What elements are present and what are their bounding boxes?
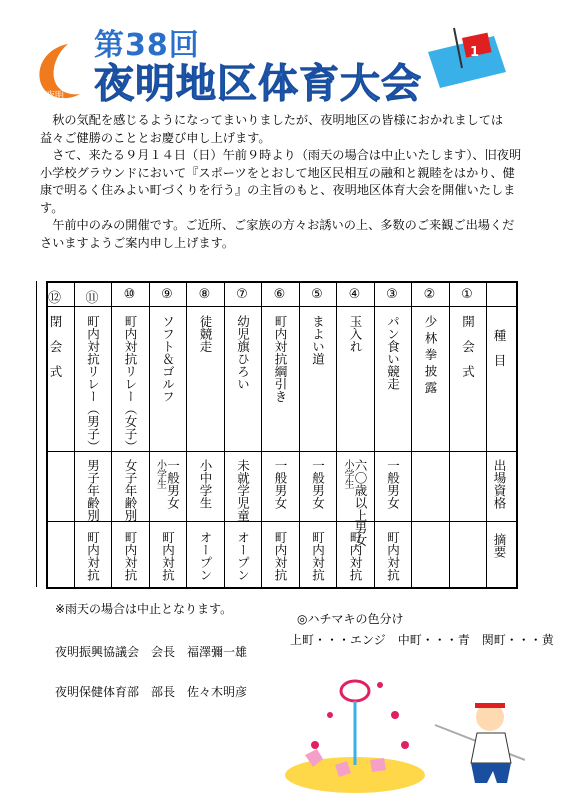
event-qualification: 男子年齢別 — [85, 459, 101, 522]
event-name: 町内対抗綱引き — [273, 315, 288, 403]
event-qualification-sub: 小学生 — [342, 459, 353, 489]
event-qualification: 未就学児童 — [235, 459, 251, 522]
schedule-table — [46, 281, 518, 589]
signature-health-dept: 夜明保健体育部 部長 佐々木明彦 — [55, 685, 248, 699]
event-qualification: 一般男女 — [165, 459, 181, 509]
event-qualification: 一般男女 — [273, 459, 288, 509]
event-qualification: 六〇歳以上男女 — [353, 459, 368, 547]
flag-icon — [424, 22, 510, 92]
event-name: ソフト＆ゴルフ — [160, 315, 176, 403]
intro-paragraph-1: 秋の気配を感じるようになってまいりましたが、夜明地区の皆様におかれましては益々ご健勝のこととお慶び申し上げます。 — [40, 113, 504, 145]
event-qualification: 一般男女 — [385, 459, 401, 509]
column-number: ⑫ — [47, 291, 61, 306]
intro-text — [40, 112, 525, 252]
event-name: 幼児旗ひろい — [235, 315, 251, 390]
logo — [28, 38, 94, 104]
intro-paragraph-3: 午前中のみの開催です。ご近所、ご家族の方々お誘いの上、多数のご来観ご出場くださいますようご案内申し上げます。 — [40, 218, 515, 250]
column-number: ③ — [386, 287, 398, 302]
column-number: ⑤ — [311, 287, 323, 302]
event-name: パン食い競走 — [385, 315, 401, 390]
event-summary: 町内対抗 — [385, 531, 401, 581]
column-number: ⑧ — [198, 287, 211, 302]
event-name: 町内対抗リレー（男子） — [85, 315, 101, 453]
event-summary: 町内対抗 — [310, 531, 326, 581]
hachimaki-colors: 上町・・・エンジ 中町・・・青 関町・・・黄 — [290, 633, 554, 647]
event-summary: 町内対抗 — [273, 531, 288, 581]
signature-council: 夜明振興協議会 会長 福澤彌一雄 — [55, 645, 248, 659]
flag-number: 1 — [470, 45, 480, 60]
column-number: ② — [423, 287, 436, 302]
event-summary: オープン — [235, 531, 251, 581]
column-number: ⑨ — [161, 287, 173, 302]
event-name: 開 会 式 — [460, 315, 476, 378]
row-header-qualification: 出場資格 — [492, 459, 507, 509]
edition-title: 第38回 — [94, 28, 200, 63]
column-number: ⑦ — [236, 287, 248, 302]
page-title: 夜明地区体育大会 — [94, 61, 422, 107]
row-header-event: 種 目 — [492, 329, 507, 367]
event-summary: 町内対抗 — [348, 531, 363, 581]
rain-note: ※雨天の場合は中止となります。 — [55, 602, 233, 616]
event-summary: オープン — [198, 531, 213, 581]
sports-day-illustration — [285, 655, 525, 795]
event-qualification: 小中学生 — [198, 459, 213, 509]
event-qualification: 一般男女 — [310, 459, 326, 509]
column-number: ① — [461, 287, 473, 302]
column-number: ⑩ — [123, 287, 136, 302]
event-qualification-sub: 小学生 — [154, 459, 166, 489]
event-summary: 町内対抗 — [160, 531, 176, 581]
event-name: まよい道 — [310, 315, 326, 365]
hachimaki-title: ◎ハチマキの色分け — [297, 612, 404, 626]
column-number: ⑪ — [85, 291, 99, 306]
event-name: 徒競走 — [198, 315, 213, 353]
column-number: ④ — [348, 287, 361, 302]
column-number: ⑥ — [273, 287, 286, 302]
intro-paragraph-2: さて、来たる９月１４日（日）午前９時より（雨天の場合は中止いたします）、旧夜明小学校グラウンドにおいて『スポーツをとおして地区民相互の融和と親睦をはかり、健康で明るく住みよい町づくりを行う』の主旨のもと、夜明地区体育大会を開催いたします。 — [40, 148, 522, 215]
event-summary: 町内対抗 — [85, 531, 101, 581]
event-name: 閉 会 式 — [48, 315, 63, 378]
event-summary: 町内対抗 — [123, 531, 138, 581]
event-qualification: 女子年齢別 — [123, 459, 138, 522]
event-name: 少 林 拳 披 露 — [423, 315, 438, 394]
event-name: 玉入れ — [348, 315, 363, 353]
logo-text: 夜明 — [46, 91, 65, 101]
row-header-summary: 摘要 — [492, 533, 507, 558]
event-name: 町内対抗リレー（女子） — [123, 315, 138, 453]
